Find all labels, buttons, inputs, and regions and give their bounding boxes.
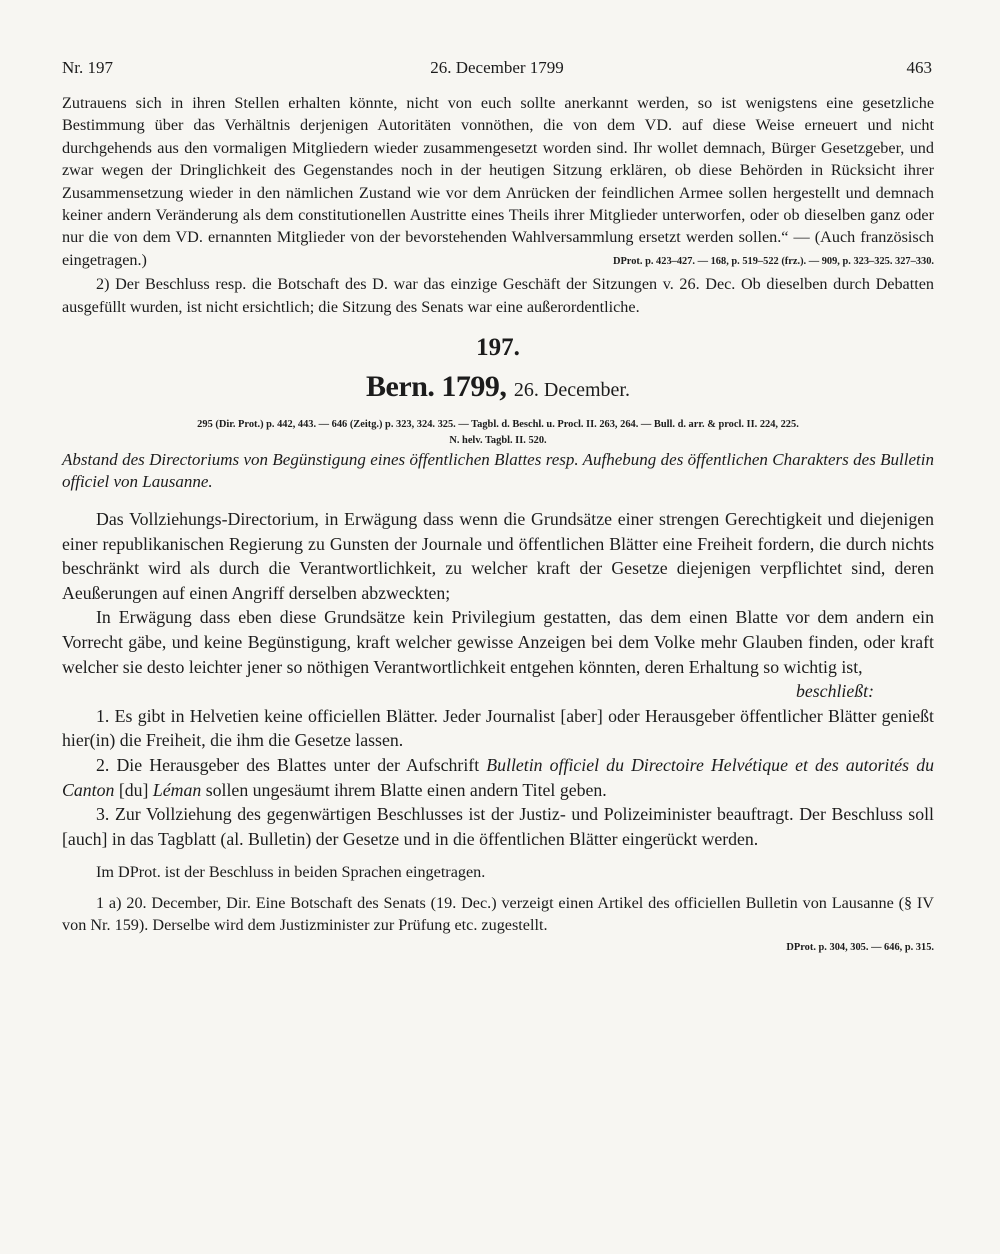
main-text	[62, 507, 934, 851]
article-2-leman: Léman	[152, 779, 202, 800]
entry-city: Bern. 1799,	[366, 370, 507, 404]
page-number: 463	[906, 58, 932, 77]
note-2: 2) Der Beschluss resp. die Botschaft des D. war das einzige Geschäft der Sitzungen v. 26. Dec. Ob dieselben durch Debatten ausgefüllt wurden, ist nicht ersichtlich; die Sitzung des Senats war eine außerordentliche.	[62, 275, 934, 316]
note-1a: 1 a) 20. December, Dir. Eine Botschaft des Senats (19. Dec.) verzeigt einen Artikel des officiellen Bulletin von Lausanne (§ IV von Nr. 159). Derselbe wird dem Justizminister zur Prüfung etc. zugestellt.	[62, 893, 934, 935]
sources-line-1: 295 (Dir. Prot.) p. 442, 443. — 646 (Zeitg.) p. 323, 324. 325. — Tagbl. d. Beschl. u. Procl. II. 263, 264. — Bull. d. arr. & procl. II. 224, 225.	[197, 419, 799, 431]
continuation-paragraph	[62, 92, 934, 271]
entry-date: 26. December.	[513, 379, 630, 402]
entry-sources	[62, 417, 934, 449]
article-1: 1. Es gibt in Helvetien keine officiellen Blätter. Jeder Journalist [aber] oder Herausgeber öffentlicher Blätter genießt hier(in) die Freiheit, die ihm die Gesetze lassen.	[62, 705, 934, 751]
main-paragraph-1: Das Vollziehungs-Directorium, in Erwägung dass wenn die Grundsätze einer strengen Gerechtigkeit und diejenigen einer republikanischen Regierung zu Gunsten der Journale und öffentlichen Blätter eine Freiheit fordern, die durch nichts beschränkt wird als durch die Verantwortlichkeit, zu welcher kraft der Gesetze diejenigen verpflichtet sind, deren Aeußerungen auf einen Angriff derselben abzweckten;	[62, 509, 934, 603]
article-2-part-e: sollen ungesäumt ihrem Blatte einen andern Titel geben.	[201, 779, 607, 800]
page-body	[62, 92, 934, 959]
beschliesst-label: beschließt:	[795, 681, 874, 702]
note-1a-reference: DProt. p. 304, 305. — 646, p. 315.	[786, 941, 934, 953]
entry-place-date	[62, 368, 934, 409]
document-number: Nr. 197	[62, 58, 113, 77]
closing-notes	[62, 861, 934, 959]
article-2-part-c: [du]	[114, 779, 153, 800]
main-paragraph-2: In Erwägung dass eben diese Grundsätze kein Privilegium gestatten, das dem einen Blatte vor dem andern ein Vorrecht gäbe, und keine Begünstigung, kraft welcher gewisse Anzeigen bei dem Volke mehr Glauben finden, oder kraft welcher sie desto leichter jener so nöthigen Verantwortlichkeit entgehen könnten, deren Erhaltung so wichtig ist,	[62, 607, 934, 677]
page-header	[62, 58, 932, 84]
entry-number: 197.	[476, 334, 520, 362]
continuation-text: Zutrauens sich in ihren Stellen erhalten könnte, nicht von euch sollte anerkannt werden, so ist wenigstens eine gesetzliche Bestimmung über das Verhältnis derjenigen Autoritäten vonnöthen, die von dem VD. auf diese Weise erneuert und nicht durchgehends aus den vormaligen Mitgliedern wieder zusammengesetzt worden sind. Ihr wollet demnach, Bürger Gesetzgeber, und zwar wegen der Dringlichkeit des Gegenstandes noch in der heutigen Sitzung erklären, ob diese Behörden in Rücksicht ihrer Zusammensetzung wieder in den nämlichen Zustand wie vor dem Anrücken der feindlichen Armee sollen hergestellt und demnach keiner andern Veränderung als dem constitutionellen Austritte eines Theils ihrer Mitglieder unterworfen, oder ob dieselben ganz oder nur die von dem VD. ernannten Mitglieder von der bevorstehenden Wahlversammlung ersetzt werden sollen.“ — (Auch französisch eingetragen.)	[62, 94, 934, 269]
header-date: 26. December 1799	[430, 58, 564, 77]
article-2-part-a: 2. Die Herausgeber des Blattes unter der Aufschrift	[96, 755, 487, 775]
article-2	[62, 753, 934, 802]
article-2-bulletin-title: Bulletin officiel du Directoire Helvétique et des autorités du Canton	[62, 755, 934, 800]
article-3: 3. Zur Vollziehung des gegenwärtigen Beschlusses ist der Justiz- und Polizeiminister beauftragt. Der Beschluss soll [auch] in das Tagblatt (al. Bulletin) der Gesetze und in die öffentlichen Blätter eingerückt werden.	[62, 804, 934, 849]
entry-title: Abstand des Directoriums von Begünstigung eines öffentlichen Blattes resp. Aufhebung des öffentlichen Charakters des Bulletin officiel von Lausanne.	[62, 450, 934, 492]
sources-line-2: N. helv. Tagbl. II. 520.	[449, 435, 547, 447]
note-dprot: Im DProt. ist der Beschluss in beiden Sprachen eingetragen.	[96, 863, 486, 882]
continuation-reference: DProt. p. 423–427. — 168, p. 519–522 (frz.). — 909, p. 323–325. 327–330.	[612, 255, 934, 267]
